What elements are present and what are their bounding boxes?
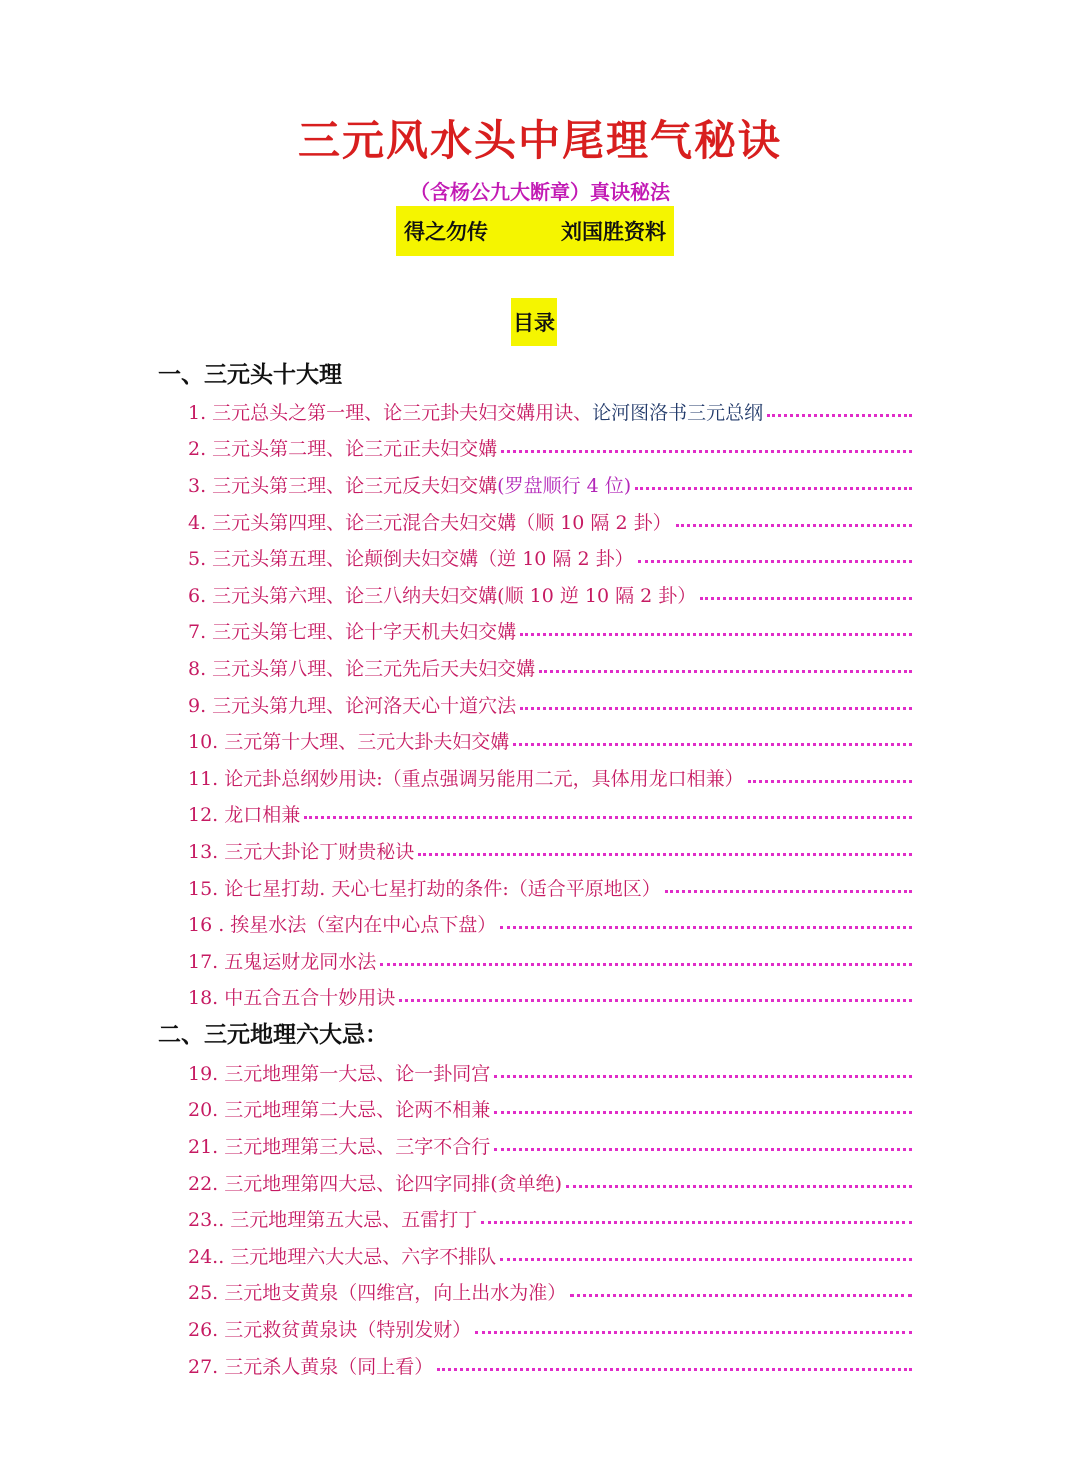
toc-entry-text — [188, 654, 535, 681]
toc-entry[interactable] — [188, 503, 918, 540]
toc-entry[interactable] — [188, 796, 918, 833]
toc-entry-label: 9. 三元头第九理、论河洛天心十道穴法 — [188, 694, 517, 717]
dot-leader — [500, 1258, 912, 1261]
toc-entry-label: 19. 三元地理第一大忌、论一卦同宫 — [188, 1062, 491, 1085]
note-right: 刘国胜资料 — [561, 219, 666, 244]
toc-entry[interactable] — [188, 1054, 918, 1091]
toc-entry-text — [188, 947, 376, 974]
toc-entry-suffix: 论河图洛书三元总纲 — [592, 401, 764, 424]
toc-entry-text — [188, 837, 414, 864]
dot-leader — [418, 853, 912, 856]
dot-leader — [520, 707, 912, 710]
toc-entry-text — [188, 581, 696, 608]
toc-entry-text — [188, 1205, 477, 1232]
toc-entry[interactable] — [188, 686, 918, 723]
dot-leader — [539, 670, 912, 673]
toc-entry[interactable] — [188, 466, 918, 503]
document-title: 三元风水头中尾理气秘诀 — [297, 116, 782, 165]
toc-entry-suffix: (罗盘顺行 4 位) — [497, 474, 632, 497]
toc-heading: 目录 — [511, 298, 557, 346]
toc-entry-label: 6. 三元头第六理、论三八纳夫妇交媾(顺 10 逆 10 隔 2 卦） — [188, 584, 697, 607]
dot-leader — [304, 816, 912, 819]
toc-entry-label: 17. 五鬼运财龙同水法 — [188, 950, 377, 973]
toc-entry-label: 27. 三元杀人黄泉（同上看） — [188, 1355, 434, 1378]
toc-entry[interactable] — [188, 979, 918, 1016]
dot-leader — [500, 926, 912, 929]
toc-entry-text — [188, 910, 496, 937]
toc-entry[interactable] — [188, 613, 918, 650]
toc-entry[interactable] — [188, 942, 918, 979]
toc-entry-text — [188, 1059, 490, 1086]
toc-entry-label: 21. 三元地理第三大忌、三字不合行 — [188, 1135, 491, 1158]
toc-entry-text — [188, 1169, 562, 1196]
dot-leader — [501, 450, 912, 453]
toc-entry[interactable] — [188, 1164, 918, 1201]
toc-entry[interactable] — [188, 539, 918, 576]
toc-entry[interactable] — [188, 393, 918, 430]
document-subtitle: （含杨公九大断章）真诀秘法 — [410, 180, 670, 204]
highlighted-note — [396, 206, 674, 256]
dot-leader — [748, 780, 912, 783]
toc-entry-text — [188, 1278, 566, 1305]
dot-leader — [494, 1075, 912, 1078]
dot-leader — [437, 1368, 912, 1371]
toc-entry[interactable] — [188, 1310, 918, 1347]
toc-entry-label: 3. 三元头第三理、论三元反夫妇交媾 — [188, 474, 498, 497]
toc-entry[interactable] — [188, 1274, 918, 1311]
toc-entry[interactable] — [188, 576, 918, 613]
toc-entry-label: 18. 中五合五合十妙用诀 — [188, 987, 396, 1010]
toc-entry-label: 5. 三元头第五理、论颠倒夫妇交媾（逆 10 隔 2 卦） — [188, 548, 634, 571]
section-heading-1: 一、三元头十大理 — [158, 362, 342, 388]
toc-entry[interactable] — [188, 1237, 918, 1274]
toc-entry-text — [188, 800, 300, 827]
dot-leader — [494, 1111, 912, 1114]
toc-entry-label: 22. 三元地理第四大忌、论四字同排(贪单绝) — [188, 1172, 563, 1195]
toc-entry[interactable] — [188, 722, 918, 759]
dot-leader — [570, 1294, 912, 1297]
toc-entry[interactable] — [188, 1127, 918, 1164]
dot-leader — [494, 1148, 912, 1151]
toc-entry[interactable] — [188, 905, 918, 942]
toc-entry-label: 24.. 三元地理六大大忌、六字不排队 — [188, 1245, 497, 1268]
toc-entry[interactable] — [188, 1091, 918, 1128]
toc-entry-label: 12. 龙口相兼 — [188, 804, 301, 827]
dot-leader — [566, 1185, 912, 1188]
toc-entry-text — [188, 1242, 496, 1269]
dot-leader — [638, 560, 912, 563]
dot-leader — [481, 1221, 912, 1224]
toc-entry-label: 7. 三元头第七理、论十字天机夫妇交媾 — [188, 621, 517, 644]
dot-leader — [380, 963, 912, 966]
toc-entry-label: 20. 三元地理第二大忌、论两不相兼 — [188, 1099, 491, 1122]
toc-entry-text — [188, 1095, 490, 1122]
note-left: 得之勿传 — [404, 219, 488, 244]
toc-entry-label: 16 . 挨星水法（室内在中心点下盘） — [188, 914, 497, 937]
dot-leader — [520, 633, 912, 636]
toc-entry-text — [188, 1132, 490, 1159]
section-heading-2: 二、三元地理六大忌： — [158, 1022, 388, 1048]
toc-entry-text — [188, 508, 672, 535]
dot-leader — [665, 890, 912, 893]
toc-entry-text — [188, 471, 631, 498]
toc-entry[interactable] — [188, 430, 918, 467]
toc-entry-text — [188, 617, 516, 644]
toc-entry-text — [188, 1352, 433, 1379]
toc-entry-text — [188, 874, 661, 901]
toc-entry-text — [188, 691, 516, 718]
toc-entry-label: 13. 三元大卦论丁财贵秘诀 — [188, 840, 415, 863]
dot-leader — [767, 414, 912, 417]
toc-entry[interactable] — [188, 649, 918, 686]
toc-entry-text — [188, 764, 744, 791]
dot-leader — [700, 597, 912, 600]
toc-entry-label: 25. 三元地支黄泉（四维宫，向上出水为准） — [188, 1282, 567, 1305]
toc-entry-label: 26. 三元救贫黄泉诀（特别发财） — [188, 1318, 472, 1341]
toc-entry-label: 2. 三元头第二理、论三元正夫妇交媾 — [188, 438, 498, 461]
dot-leader — [513, 743, 912, 746]
toc-entry[interactable] — [188, 869, 918, 906]
dot-leader — [399, 999, 912, 1002]
toc-entry-label: 4. 三元头第四理、论三元混合夫妇交媾（顺 10 隔 2 卦） — [188, 511, 672, 534]
toc-entry-text — [188, 983, 395, 1010]
toc-entry-text — [188, 544, 634, 571]
toc-list-section-1 — [188, 393, 918, 1015]
toc-entry-label: 15. 论七星打劫. 天心七星打劫的条件:（适合平原地区） — [188, 877, 661, 900]
toc-entry-text — [188, 1315, 471, 1342]
toc-list-section-2 — [188, 1054, 918, 1383]
dot-leader — [475, 1331, 912, 1334]
toc-entry-label: 23.. 三元地理第五大忌、五雷打丁 — [188, 1209, 478, 1232]
toc-entry-text — [188, 398, 763, 425]
toc-entry-label: 11. 论元卦总纲妙用诀:（重点强调另能用二元，具体用龙口相兼） — [188, 767, 744, 790]
toc-entry-text — [188, 434, 497, 461]
toc-entry[interactable] — [188, 832, 918, 869]
toc-entry-label: 10. 三元第十大理、三元大卦夫妇交媾 — [188, 731, 510, 754]
toc-entry-label: 8. 三元头第八理、论三元先后天夫妇交媾 — [188, 657, 536, 680]
dot-leader — [676, 524, 912, 527]
toc-entry-label: 1. 三元总头之第一理、论三元卦夫妇交媾用诀、 — [188, 401, 593, 424]
toc-entry[interactable] — [188, 1200, 918, 1237]
dot-leader — [635, 487, 912, 490]
toc-entry[interactable] — [188, 1347, 918, 1384]
toc-entry-text — [188, 727, 509, 754]
toc-entry[interactable] — [188, 759, 918, 796]
